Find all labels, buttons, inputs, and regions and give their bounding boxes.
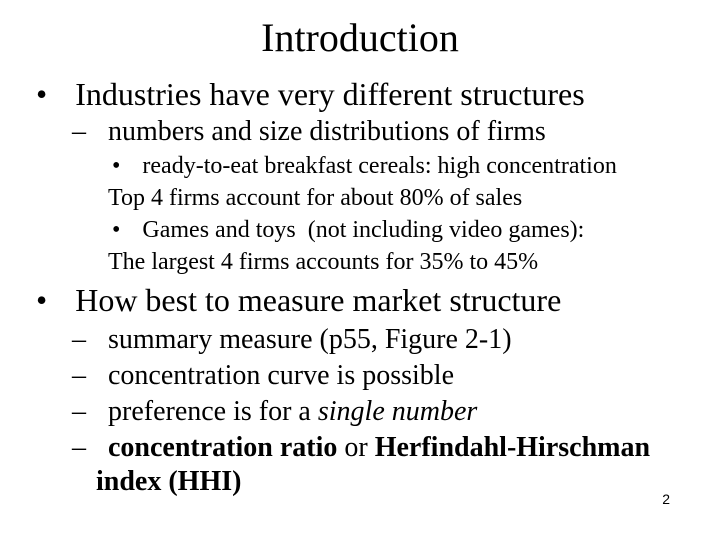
item-text: The largest 4 firms accounts for 35% to 45%: [108, 249, 539, 275]
connector-text: or: [337, 432, 375, 463]
bullet-measure-structure: [36, 280, 561, 320]
sub-bullet-text: numbers and size distributions of firms: [108, 116, 546, 147]
page-number: 2: [662, 491, 670, 507]
sub-bullet-text: summary measure (p55, Figure 2-1): [108, 324, 512, 355]
dash-marker: –: [72, 116, 86, 147]
bullet-marker: •: [36, 282, 48, 318]
item-games-toys-detail: [108, 246, 538, 278]
dash-marker: –: [72, 360, 86, 391]
sub-bullet-text: concentration curve is possible: [108, 360, 455, 391]
item-cereals-detail: [108, 182, 522, 214]
item-text: Top 4 firms account for about 80% of sales: [108, 185, 523, 211]
bullet-text: How best to measure market structure: [75, 282, 562, 318]
sub-bullet-single-number: [72, 394, 477, 430]
bullet-marker: •: [112, 217, 121, 243]
item-games-toys: [112, 214, 584, 246]
sub-bullet-hhi-continuation: [96, 464, 241, 500]
item-text: ready-to-eat breakfast cereals: high concentration: [142, 153, 617, 179]
emphasis-text: single number: [317, 396, 478, 427]
sub-bullet-concentration-curve: [72, 358, 454, 394]
bold-term-herfindahl: Herfindahl-Hirschman: [374, 432, 651, 463]
dash-marker: –: [72, 324, 86, 355]
bullet-marker: •: [112, 153, 121, 179]
bold-term-concentration-ratio: concentration ratio: [108, 432, 338, 463]
sub-bullet-summary-measure: [72, 322, 512, 358]
dash-marker: –: [72, 432, 86, 463]
sub-bullet-text: preference is for a: [108, 396, 318, 427]
item-cereals: [112, 150, 617, 182]
sub-bullet-numbers-sizes: [72, 114, 546, 150]
bullet-industries: [36, 74, 585, 114]
slide-title: Introduction: [261, 15, 459, 60]
bullet-text: Industries have very different structures: [75, 76, 585, 112]
bullet-marker: •: [36, 76, 48, 112]
bold-term-hhi: index (HHI): [96, 466, 242, 497]
item-text: Games and toys (not including video games):: [142, 217, 585, 243]
sub-bullet-concentration-ratio: [72, 430, 650, 466]
dash-marker: –: [72, 396, 86, 427]
